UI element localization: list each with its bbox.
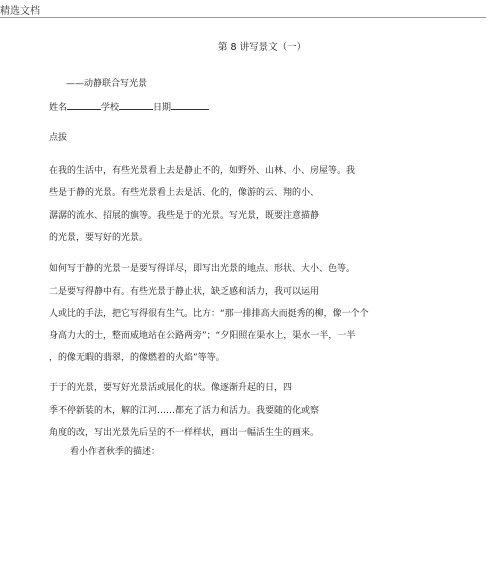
para2-line: 如何写于静的光景一是要写得详尽，即写出光景的地点、形状、大小、色等。 [49,264,356,274]
para2-line: ，的像无暇的翡翠，的像燃着的火焰”等等。 [49,353,225,363]
school-blank [119,101,153,110]
para3-line: 看小作者秋季的描述： [70,447,161,457]
page-title: 第 8 讲写景文（一） [218,42,307,53]
date-label: 日期 [153,103,172,113]
school-label: 学校 [101,103,120,113]
para3-line: 季不停新装的木，解的江河……都充了活力和活力。我要随的化或察 [49,406,320,416]
para3-line: 于于的光景，要写好光景活或展化的状。像逐渐升起的日，四 [49,383,293,393]
section-heading: 点拔 [49,133,68,143]
subtitle: ——动静联合写光景 [66,79,148,89]
para2-line: 二是要写得静中有。有些光景于静止状，缺乏感和活力，我可以运用 [49,287,320,297]
para1-line: 在我的生活中，有些光景看上去是静止不的，如野外、山林、小、房屋等。我 [49,166,356,176]
info-form [49,101,209,114]
date-blank [171,101,209,110]
header-text: 精选文档 [0,6,40,17]
name-blank [67,101,101,110]
para2-line: 人或比的手法，把它写得很有生气。比方：“那一排排高大而挺秀的柳，像一个个 [49,309,369,319]
name-label: 姓名 [49,103,68,113]
para2-line: 身高力大的士，整而威地站在公路两旁”；“夕阳照在渠水上，渠水一半，一半 [49,331,356,341]
para1-line: 潺潺的流水、招展的旗等。我些是于的光景。写光景，既要注意描静 [49,211,320,221]
para1-line: 的光景，要写好的光景。 [49,233,149,243]
para1-line: 些是于静的光景。有些光景看上去是活、化的，像游的云、翔的小、 [49,188,320,198]
header-divider [0,17,486,18]
para3-line: 角度的改，写出光景先后呈的不一样样状，画出一幅活生生的画来。 [49,428,320,438]
